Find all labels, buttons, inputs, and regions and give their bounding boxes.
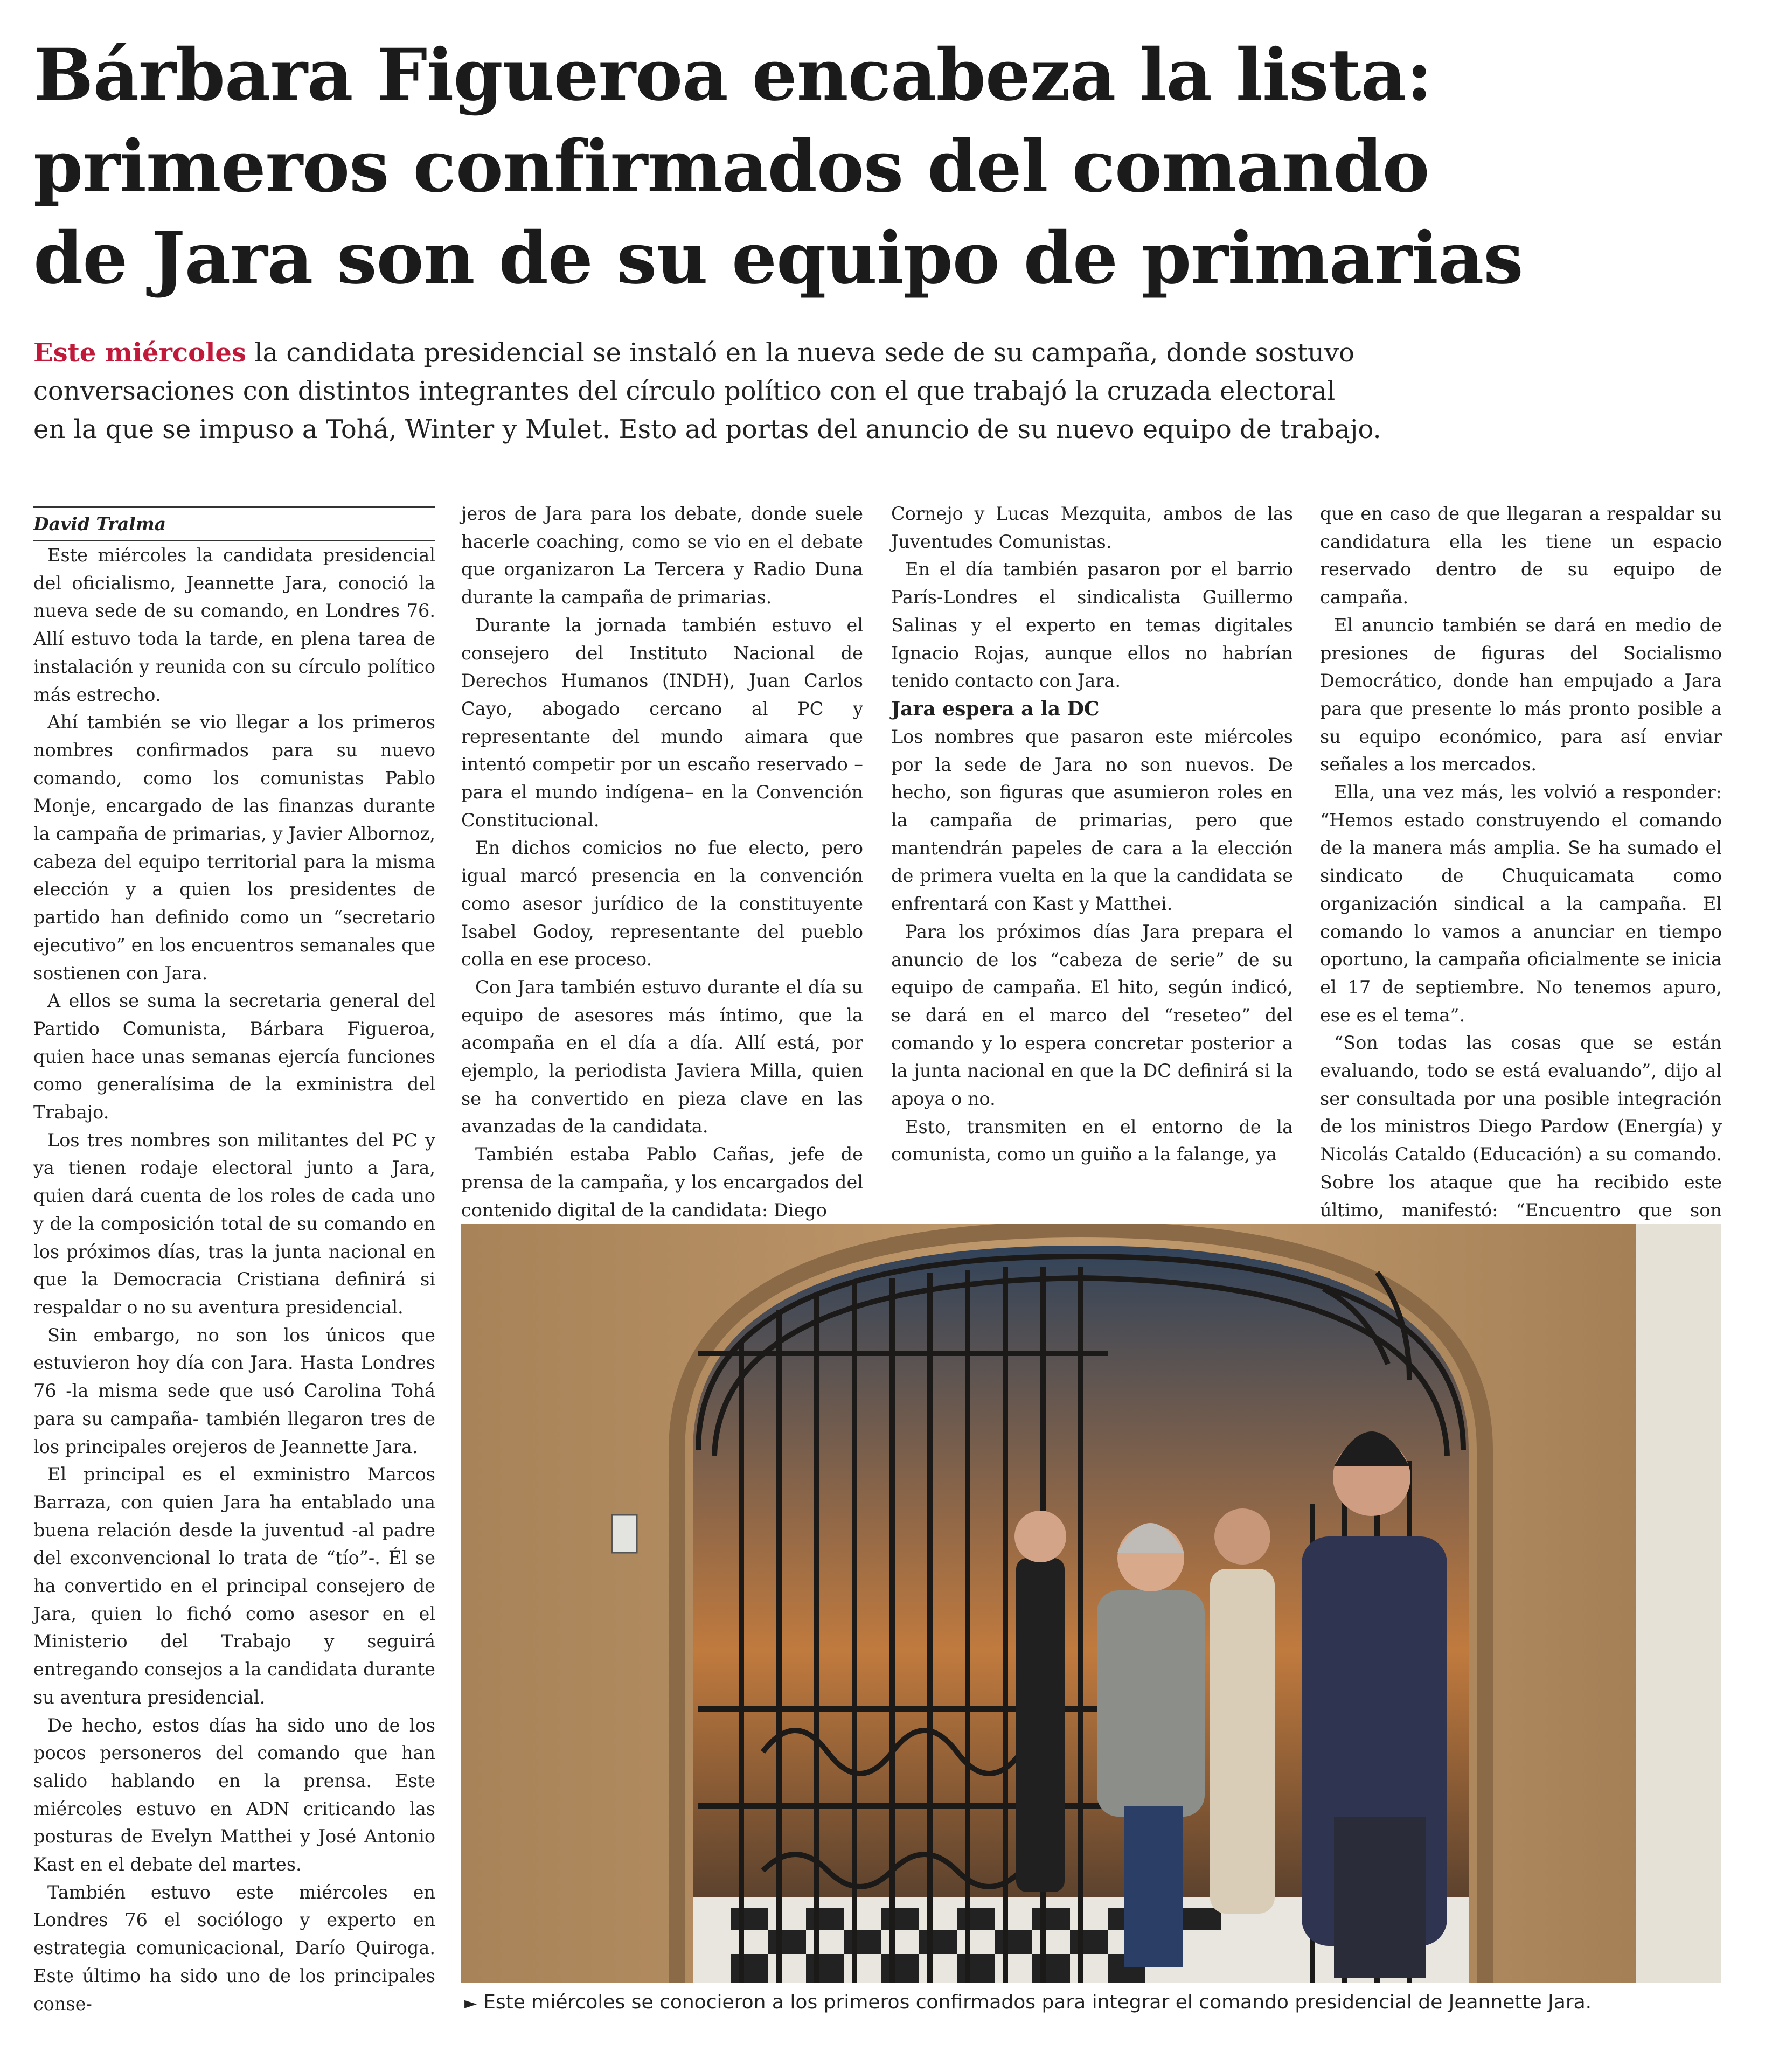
- paragraph: El anuncio también se dará en medio de presiones de figuras del Socialismo Democrático, donde han empujado a Jara para que presente lo más pronto posible a su equipo económico, para así enviar señales a los mercados.: [1320, 614, 1722, 775]
- lede-line-1-rest: la candidata presidencial se instaló en la nueva sede de su campaña, donde sostuvo: [246, 338, 1354, 368]
- paragraph: También estuvo este miércoles en Londres 76 el sociólogo y experto en estrategia comunicacional, Darío Quiroga. Este último ha sido uno de los principales conse-: [33, 1881, 435, 2014]
- paragraph: [1320, 1029, 1722, 1252]
- paragraph: que en caso de que llegaran a respaldar su candidatura ella les tiene un espacio reservado dentro de su equipo de campaña.: [1320, 503, 1722, 608]
- paragraph-text: “Son todas las cosas que se están evaluando, todo se está evaluando”, dijo al ser consultada por una posible integración de los ministros Diego Pardow (Energía) y Nicolás Cataldo (Educación) a su comando. Sobre los ataque que ha recibido este último, manifestó: “Encuentro que son: [1320, 1032, 1722, 1221]
- paragraph: Para los próximos días Jara prepara el anuncio de los “cabeza de serie” de su equipo de campaña. El hito, según indicó, se dará en el marco del “reseteo” del comando y lo espera concretar posterior a la junta nacional en que la DC definirá si la apoya o no.: [891, 921, 1293, 1110]
- paragraph: Los nombres que pasaron este miércoles por la sede de Jara no son nuevos. De hecho, son figuras que asumieron roles en la campaña de primarias, pero que mantendrán papeles de cara a la elección de primera vuelta en la que la candidata se enfrentará con Kast y Matthei.: [891, 726, 1293, 915]
- paragraph: A ellos se suma la secretaria general del Partido Comunista, Bárbara Figueroa, quien hace unas semanas ejercía funciones como generalísima de la exministra del Trabajo.: [33, 990, 435, 1123]
- paragraph: Sin embargo, no son los únicos que estuvieron hoy día con Jara. Hasta Londres 76 -la misma sede que usó Carolina Tohá para su campaña- también llegaron tres de los principales orejeros de Jeannette Jara.: [33, 1324, 435, 1457]
- paragraph: En el día también pasaron por el barrio París-Londres el sindicalista Guillermo Salinas y el experto en temas digitales Ignacio Rojas, aunque ellos no habrían tenido contacto con Jara.: [891, 559, 1293, 692]
- lede-line-3: en la que se impuso a Tohá, Winter y Mulet. Esto ad portas del anuncio de su nuevo equipo de trabajo.: [33, 414, 1381, 444]
- paragraph: Con Jara también estuvo durante el día su equipo de asesores más íntimo, que la acompaña en el día a día. Allí está, por ejemplo, la periodista Javiera Milla, quien se ha convertido en pieza clave en las avanzadas de la candidata.: [461, 976, 863, 1137]
- address-plaque: [612, 1515, 637, 1553]
- paragraph: Esto, transmiten en el entorno de la comunista, como un guiño a la falange, ya: [891, 1116, 1293, 1165]
- section-subhead: Jara espera a la DC: [891, 697, 1100, 720]
- headline-line-1: Bárbara Figueroa encabeza la lista:: [33, 33, 1432, 117]
- headline: [33, 30, 1747, 304]
- paragraph: Ahí también se vio llegar a los primeros nombres confirmados para su nuevo comando, como los comunistas Pablo Monje, encargado de las finanzas durante la campaña de primarias, y Javier Albornoz, cabeza del equipo territorial para la misma elección y a quien los presidentes de partido han definido como un “secretario ejecutivo” en los encuentros semanales que sostienen con Jara.: [33, 712, 435, 984]
- article-column-3: [891, 500, 1293, 1169]
- headline-line-3: de Jara son de su equipo de primarias: [33, 217, 1523, 300]
- paragraph: Ella, una vez más, les volvió a responder: “Hemos estado construyendo el comando de la manera más amplia. Se ha sumado el sindicato de Chuquicamata como organización sindical a la campaña. El comando lo vamos a anunciar en tiempo oportuno, la campaña oficialmente se inicia el 17 de septiembre. No tenemos apuro, ese es el tema”.: [1320, 782, 1722, 1026]
- side-wall: [1636, 1224, 1721, 1983]
- lede: [33, 334, 1747, 449]
- paragraph: Durante la jornada también estuvo el consejero del Instituto Nacional de Derechos Humanos (INDH), Juan Carlos Cayo, abogado cercano al PC y representante del mundo aimara que intentó competir por un escaño reservado –para el mundo indígena– en la Convención Constitucional.: [461, 614, 863, 831]
- paragraph: El principal es el exministro Marcos Barraza, con quien Jara ha entablado una buena relación desde la juventud -al padre del exconvencional lo trata de “tío”-. Él se ha convertido en el principal consejero de Jara, quien lo fichó como asesor en el Ministerio del Trabajo y seguirá entregando consejos a la candidata durante su aventura presidencial.: [33, 1464, 435, 1708]
- photo-illustration: [461, 1224, 1721, 1983]
- photo-caption: [464, 1989, 1720, 2017]
- paragraph: De hecho, estos días ha sido uno de los pocos personeros del comando que han salido hablando en la prensa. Este miércoles estuvo en ADN criticando las posturas de Evelyn Matthei y José Antonio Kast en el debate del martes.: [33, 1714, 435, 1875]
- paragraph: También estaba Pablo Cañas, jefe de prensa de la campaña, y los encargados del contenido digital de la candidata: Diego: [461, 1144, 863, 1221]
- byline: David Tralma: [33, 506, 435, 541]
- lede-line-2: conversaciones con distintos integrantes del círculo político con el que trabajó la cruzada electoral: [33, 376, 1336, 406]
- lede-line-1: [33, 334, 1747, 372]
- paragraph: Este miércoles la candidata presidencial del oficialismo, Jeannette Jara, conoció la nueva sede de su comando, en Londres 76. Allí estuvo toda la tarde, en plena tarea de instalación y reunida con su círculo político más estrecho.: [33, 545, 435, 705]
- paragraph: En dichos comicios no fue electo, pero igual marcó presencia en la convención como asesor jurídico de la constituyente Isabel Godoy, representante del pueblo colla en ese proceso.: [461, 837, 863, 970]
- lede-kicker: Este miércoles: [33, 338, 246, 368]
- article-column-1: [33, 506, 435, 2018]
- paragraph: Cornejo y Lucas Mezquita, ambos de las Juventudes Comunistas.: [891, 503, 1293, 552]
- article-photo: [461, 1224, 1721, 1983]
- paragraph: Los tres nombres son militantes del PC y ya tienen rodaje electoral junto a Jara, quien dará cuenta de los roles de cada uno y de la composición total de su comando en los próximos días, tras la junta nacional en que la Democracia Cristiana definirá si respaldar o no su aventura presidencial.: [33, 1129, 435, 1318]
- caption-marker-icon: ►: [464, 1994, 477, 2013]
- headline-line-2: primeros confirmados del comando: [33, 125, 1429, 208]
- article-column-4: [1320, 500, 1722, 1252]
- article-column-2: [461, 500, 863, 1224]
- paragraph: jeros de Jara para los debate, donde suele hacerle coaching, como se vio en el debate que organizaron La Tercera y Radio Duna durante la campaña de primarias.: [461, 503, 863, 608]
- caption-text: Este miércoles se conocieron a los primeros confirmados para integrar el comando presidencial de Jeannette Jara.: [483, 1991, 1592, 2013]
